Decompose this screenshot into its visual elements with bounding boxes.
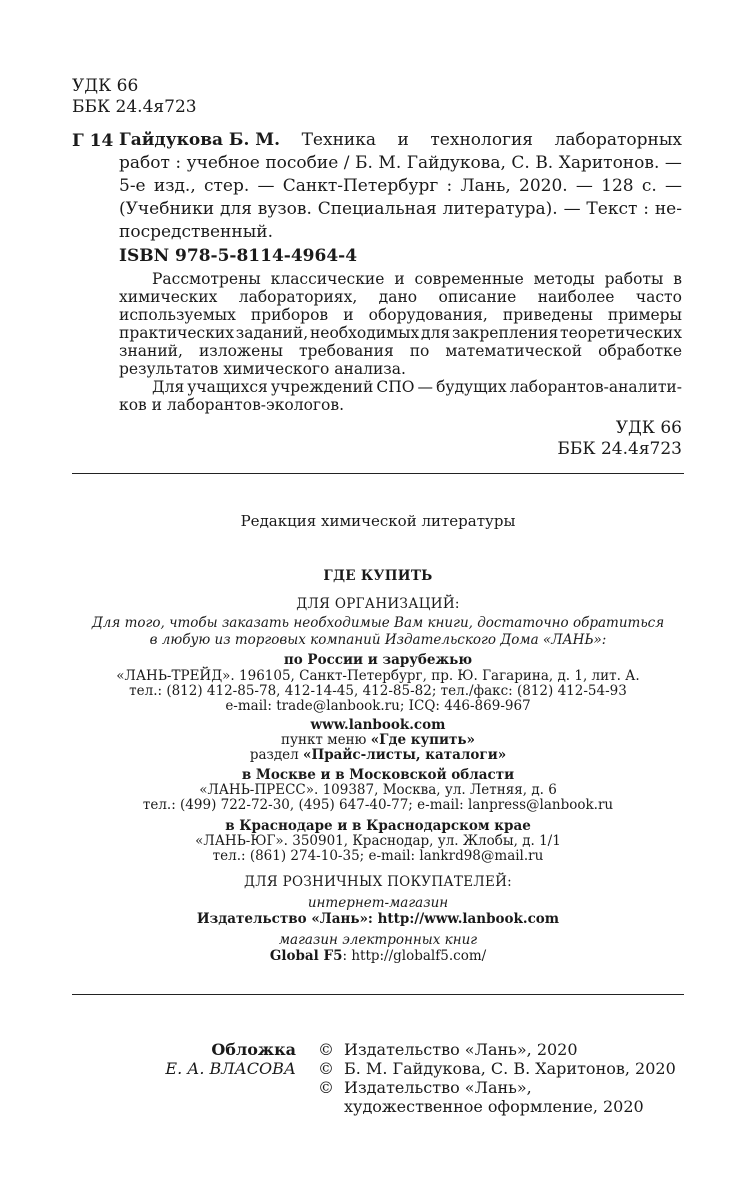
annot-line: [119, 396, 682, 414]
menu-prefix: пункт меню: [281, 732, 371, 748]
word: лабораториях,: [238, 288, 358, 306]
copyright-symbol: ©: [318, 1059, 334, 1078]
word: учреждений: [270, 378, 374, 396]
editorial-office: Редакция химической литературы: [240, 512, 516, 530]
word: используемых: [119, 306, 236, 324]
ebook-shop-label: магазин электронных книг: [278, 932, 478, 948]
word: дано: [378, 288, 418, 306]
word: Специальная: [317, 199, 437, 219]
annot-line: [119, 288, 682, 306]
word: для: [219, 199, 252, 219]
biblio-line: [119, 221, 682, 244]
word: теоретических: [560, 324, 682, 342]
biblio-line: [119, 175, 682, 198]
section-line: [72, 748, 684, 764]
russia-line-2: тел.: (812) 412-85-78, 412-14-45, 412-85-82; тел./факс: (812) 412-54-93: [129, 683, 627, 699]
word: описание: [438, 288, 517, 306]
word: пособие: [265, 153, 339, 173]
divider-top: [72, 473, 684, 474]
word: работы: [604, 270, 664, 288]
copyright-row: [318, 1059, 676, 1078]
word: —: [417, 378, 434, 396]
bibliographic-description: [119, 129, 682, 244]
krasnodar-line-2: тел.: (861) 274-10-35; e-mail: lankrd98@mail.ru: [212, 848, 544, 864]
russia-heading: по России и зарубежью: [283, 652, 473, 668]
bbk-code-right: ББК 24.4я723: [557, 439, 682, 459]
word: —: [665, 176, 682, 196]
word: приборов: [250, 306, 329, 324]
word: Лань,: [460, 176, 511, 196]
word: Гайдукова Б. М.: [119, 130, 281, 150]
word: лабораторных: [554, 130, 682, 150]
where-to-buy-title: ГДЕ КУПИТЬ: [323, 568, 433, 584]
word: стер.: [203, 176, 250, 196]
copyright-row: [318, 1040, 676, 1059]
org-title: ДЛЯ ОРГАНИЗАЦИЙ:: [296, 596, 460, 612]
word: литература).: [442, 199, 558, 219]
copyright-text: Б. М. Гайдукова, С. В. Харитонов, 2020: [344, 1059, 676, 1078]
word: примеры: [607, 306, 682, 324]
word: —: [563, 199, 581, 219]
ebook-shop-url: : http://globalf5.com/: [342, 948, 487, 964]
word: классические: [270, 270, 385, 288]
word: современные: [414, 270, 524, 288]
moscow-heading: в Москве и в Московской области: [241, 767, 515, 783]
cover-designer: Е. А. ВЛАСОВА: [165, 1059, 296, 1078]
section-prefix: раздел: [249, 747, 304, 763]
word: не-: [654, 199, 682, 219]
word: методы: [533, 270, 595, 288]
word: лаборантов-аналити-: [509, 378, 682, 396]
moscow-line-2: тел.: (499) 722-72-30, (495) 647-40-77; e-mail: lanpress@lanbook.ru: [142, 797, 614, 813]
cover-credit: [140, 1040, 296, 1078]
word: Для: [152, 378, 185, 396]
udk-block-right: [540, 418, 682, 460]
word: и: [394, 270, 405, 288]
org-intro-1: Для того, чтобы заказать необходимые Вам книги, достаточно обратиться: [91, 615, 665, 631]
word: :: [643, 199, 649, 219]
word: необходимых: [309, 324, 420, 342]
word: и: [397, 130, 409, 150]
word: :: [175, 153, 182, 173]
russia-line-1: «ЛАНЬ-ТРЕЙД». 196105, Санкт-Петербург, пр. Ю. Гагарина, д. 1, лит. А.: [116, 668, 640, 684]
word: практических: [119, 324, 234, 342]
annot-line: [119, 360, 682, 378]
word: учащихся: [187, 378, 268, 396]
word: С.: [511, 153, 530, 173]
section-name: «Прайс-листы, каталоги»: [303, 747, 507, 763]
word: Б.: [355, 153, 373, 173]
word: Техника: [301, 130, 376, 150]
word: и: [343, 306, 354, 324]
org-intro-2: в любую из торговых компаний Издательского Дома «ЛАНЬ»:: [149, 632, 607, 648]
word: Санкт-Петербург: [282, 176, 439, 196]
biblio-line: [119, 198, 682, 221]
word: приведены: [502, 306, 593, 324]
ebook-shop-line: [72, 949, 684, 965]
word: изложены: [198, 342, 283, 360]
annot-line: [119, 306, 682, 324]
word: (Учебники: [119, 199, 215, 219]
word: —: [664, 153, 682, 173]
word: вузов.: [257, 199, 312, 219]
annot-line: [119, 324, 682, 342]
isbn: ISBN 978-5-8114-4964-4: [119, 246, 358, 266]
russia-line-3: e-mail: trade@lanbook.ru; ICQ: 446-869-967: [225, 698, 531, 714]
word: 2020.: [519, 176, 568, 196]
word: закрепления: [451, 324, 559, 342]
cover-label: Обложка: [211, 1040, 296, 1059]
word: Рассмотрены: [152, 270, 261, 288]
word: результатов химического анализа.: [119, 360, 406, 378]
word: учебное: [186, 153, 260, 173]
biblio-line: [119, 129, 682, 152]
word: технология: [430, 130, 534, 150]
word: изд.,: [153, 176, 196, 196]
word: будущих: [436, 378, 507, 396]
annot-line: [119, 270, 682, 288]
word: часто: [635, 288, 682, 306]
copyright-continuation: художественное оформление, 2020: [344, 1097, 644, 1116]
word: требования: [298, 342, 394, 360]
word: М.: [378, 153, 402, 173]
copyright-text: Издательство «Лань»,: [344, 1078, 532, 1097]
word: Харитонов.: [558, 153, 660, 173]
word: в: [673, 270, 682, 288]
word: ков и лаборантов-экологов.: [119, 396, 345, 414]
udk-code-right: УДК 66: [615, 418, 682, 438]
word: наиболее: [537, 288, 615, 306]
word: :: [446, 176, 453, 196]
word: обработке: [598, 342, 682, 360]
author-sign: Г 14: [72, 131, 114, 151]
copyright-row: [318, 1078, 676, 1097]
lanbook-url: www.lanbook.com: [310, 717, 446, 733]
copyright-block: [318, 1040, 676, 1116]
online-shop-label: интернет-магазин: [307, 895, 449, 911]
word: СПО: [376, 378, 415, 396]
annot-line: [119, 342, 682, 360]
menu-item-name: «Где купить»: [370, 732, 475, 748]
krasnodar-line-1: «ЛАНЬ-ЮГ». 350901, Краснодар, ул. Жлобы, д. 1/1: [195, 833, 561, 849]
word: Текст: [586, 199, 638, 219]
word: по: [409, 342, 430, 360]
biblio-line: [119, 152, 682, 175]
moscow-line-1: «ЛАНЬ-ПРЕСС». 109387, Москва, ул. Летняя, д. 6: [199, 782, 557, 798]
word: химических: [119, 288, 218, 306]
copyright-text: Издательство «Лань», 2020: [344, 1040, 578, 1059]
copyright-symbol: ©: [318, 1078, 334, 1097]
krasnodar-heading: в Краснодаре и в Краснодарском крае: [225, 818, 531, 834]
annotation: [119, 270, 682, 414]
online-shop-line: Издательство «Лань»: http://www.lanbook.com: [196, 911, 560, 927]
annot-line: [119, 378, 682, 396]
word: —: [575, 176, 593, 196]
word: Гайдукова,: [406, 153, 506, 173]
word: В.: [535, 153, 554, 173]
word: с.: [641, 176, 657, 196]
word: для: [421, 324, 451, 342]
word: —: [257, 176, 275, 196]
word: /: [343, 153, 350, 173]
word: работ: [119, 153, 170, 173]
word: математической: [445, 342, 583, 360]
udk-code: УДК 66: [72, 76, 139, 96]
retail-title: ДЛЯ РОЗНИЧНЫХ ПОКУПАТЕЛЕЙ:: [243, 874, 513, 890]
udk-block-top: [72, 76, 197, 118]
word: заданий,: [235, 324, 309, 342]
copyright-symbol: ©: [318, 1040, 334, 1059]
bbk-code: ББК 24.4я723: [72, 97, 197, 117]
word: знаний,: [119, 342, 183, 360]
word: посредственный.: [119, 222, 273, 242]
word: 5-е: [119, 176, 146, 196]
divider-bottom: [72, 994, 684, 995]
word: оборудования,: [368, 306, 488, 324]
word: 128: [601, 176, 634, 196]
ebook-shop-name: Global F5: [269, 948, 343, 964]
